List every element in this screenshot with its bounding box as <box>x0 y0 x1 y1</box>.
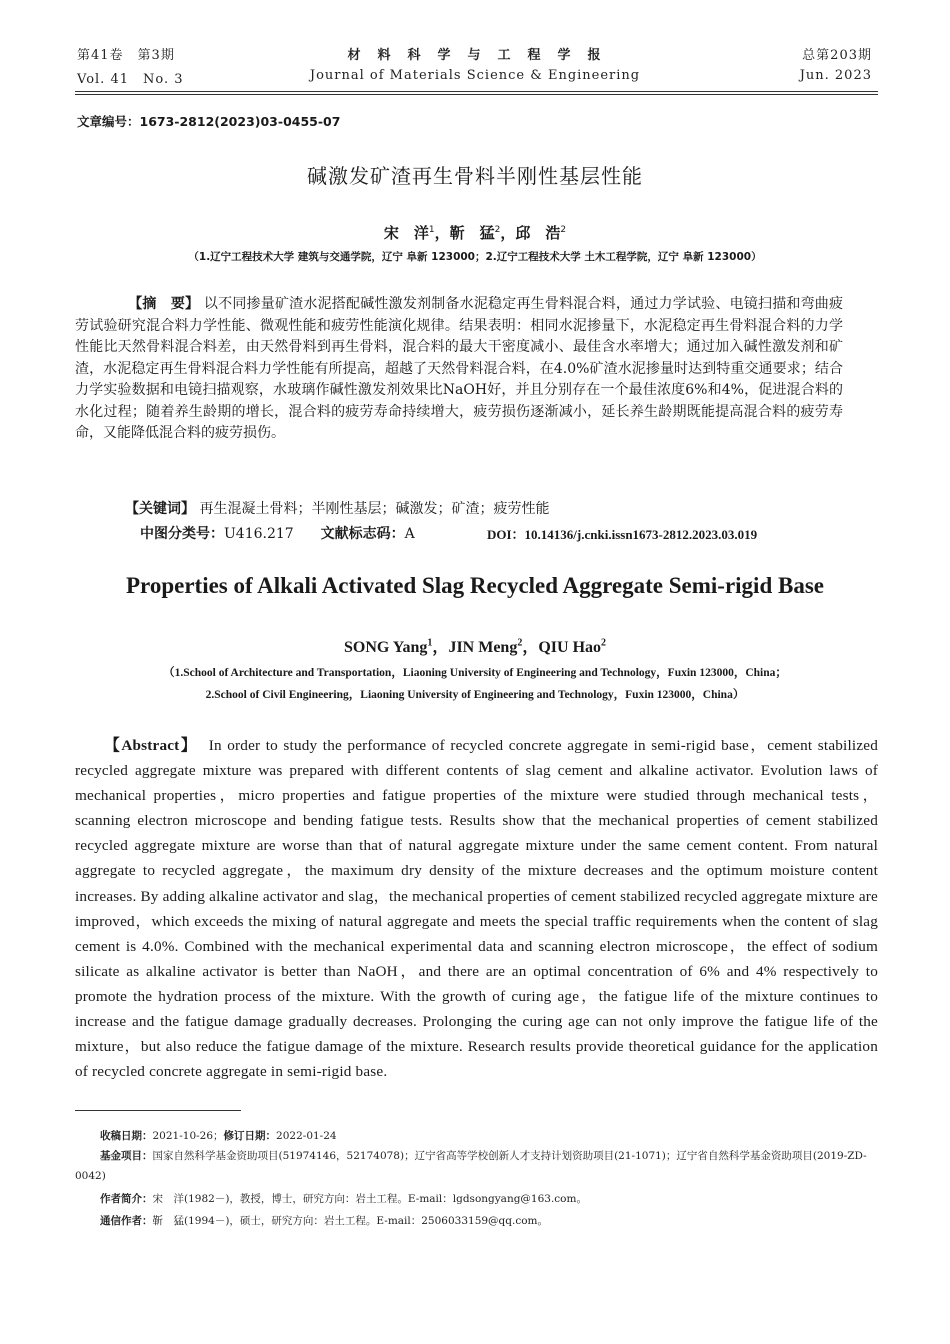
author-3-en: QIU Hao <box>538 639 602 656</box>
abstract-cn-label: 【摘 要】 <box>128 296 200 312</box>
author-1-en: SONG Yang <box>343 639 428 656</box>
fund-value: 国家自然科学基金资助项目(51974146，52174078)；辽宁省高等学校创新人才支持计划资助项目(21-1071)；辽宁省自然科学基金资助项目(2019-ZD-0042) <box>75 1150 867 1182</box>
footnote-corresponding <box>100 1211 878 1231</box>
authors-en <box>0 634 950 657</box>
revised-value: 2022-01-24 <box>276 1130 337 1142</box>
author-3-cn: 邱 浩 <box>515 224 561 242</box>
fund-label: 基金项目： <box>100 1150 153 1162</box>
author-separator: ， <box>434 224 450 242</box>
author-2-affil-mark: 2 <box>517 637 523 649</box>
header-volume-issue-en: Vol. 41 No. 3 <box>77 72 184 87</box>
received-label: 收稿日期： <box>100 1130 153 1142</box>
author-1-affil-mark: 1 <box>427 637 433 649</box>
footnote-fund <box>75 1146 878 1186</box>
keywords-cn-label: 【关键词】 <box>125 501 195 517</box>
author-3-affil-mark: 2 <box>601 637 607 649</box>
header-total-issue: 总第203期 <box>802 48 872 63</box>
article-number: 文章编号：1673-2812(2023)03-0455-07 <box>77 114 341 129</box>
footnote-bio <box>100 1189 878 1209</box>
corresponding-value: 靳 猛(1994－)，硕士，研究方向：岩土工程。E-mail：2506033159@qq.com。 <box>152 1215 548 1227</box>
title-en: Properties of Alkali Activated Slag Recycled Aggregate Semi-rigid Base <box>126 573 824 598</box>
keywords-cn-text: 再生混凝土骨料；半刚性基层；碱激发；矿渣；疲劳性能 <box>199 501 550 517</box>
abstract-en-label: 【Abstract】 <box>103 737 198 754</box>
author-separator: ， <box>522 639 539 656</box>
header-volume-issue-cn: 第41卷 第3期 <box>77 48 175 63</box>
corresponding-label: 通信作者： <box>100 1215 153 1227</box>
keywords-cn <box>125 498 549 518</box>
author-3-affil-mark: 2 <box>560 225 567 235</box>
received-value: 2021-10-26； <box>152 1130 224 1142</box>
authors-cn <box>0 222 950 243</box>
author-2-en: JIN Meng <box>448 639 518 656</box>
footnote-dates <box>100 1126 878 1146</box>
abstract-cn <box>75 294 843 445</box>
author-2-affil-mark: 2 <box>494 225 501 235</box>
doc-code-value: A <box>404 526 415 542</box>
author-separator: ， <box>432 639 449 656</box>
bio-label: 作者简介： <box>100 1193 153 1205</box>
clc-value: U416.217 <box>224 526 294 542</box>
header-journal-en: Journal of Materials Science & Engineering <box>309 68 641 83</box>
author-1-cn: 宋 洋 <box>383 224 429 242</box>
abstract-cn-text: 以不同掺量矿渣水泥搭配碱性激发剂制备水泥稳定再生骨料混合料，通过力学试验、电镜扫描和弯曲疲劳试验研究混合料力学性能、微观性能和疲劳性能演化规律。结果表明：相同水泥掺量下，水泥稳定再生骨料混合料的力学性能比天然骨料混合料差，由天然骨料到再生骨料，混合料的最大干密度减小、最佳含水率增大；通过加入碱性激发剂和矿渣，水泥稳定再生骨料混合料力学性能有所提高，超越了天然骨料混合料，在4.0%矿渣水泥掺量时达到特重交通要求；结合力学实验数据和电镜扫描观察，水玻璃作碱性激发剂效果比NaOH好，并且分别存在一个最佳浓度6%和4%，促进混合料的水化过程；随着养生龄期的增长，混合料的疲劳寿命持续增大，疲劳损伤逐渐减小，延长养生龄期既能提高混合料的疲劳寿命，又能降低混合料的疲劳损伤。 <box>75 296 844 441</box>
title-cn: 碱激发矿渣再生骨料半刚性基层性能 <box>307 164 643 188</box>
doc-code-label: 文献标志码： <box>320 526 405 542</box>
footnote-rule <box>75 1110 241 1111</box>
author-2-cn: 靳 猛 <box>449 224 495 242</box>
abstract-en <box>75 733 878 1084</box>
author-1-affil-mark: 1 <box>428 225 435 235</box>
abstract-en-text: In order to study the performance of recycled concrete aggregate in semi-rigid base，cement stabilized recycled aggregate mixture was prepared with different contents of slag cement and alkaline activator. Evolution laws of mechanical properties，micro properties and fatigue properties of the mixture were studied through mechanical tests，scanning electron microscope and bending fatigue tests. Results show that the mechanical properties of cement stabilized recycled aggregate mixture are worse than that of natural aggregate mixture under the same cement content. From natural aggregate to recycled aggregate，the maximum dry density of the mixture decreases and the optimum moisture content increases. By adding alkaline activator and slag，the mechanical properties of cement stabilized recycled aggregate mixture are improved，which exceeds the mixing of natural aggregate and meets the special traffic requirements when the content of slag cement is 4.0%. Combined with the mechanical experimental data and scanning electron microscope，the effect of sodium silicate as alkaline activator is better than NaOH，and there are an optimal concentration of 6% and 4% respectively to promote the hydration process of the mixture. With the growth of curing age，the fatigue life of the mixture continues to increase and the fatigue damage gradually decreases. Prolonging the curing age can not only improve the fatigue life of the mixture，but also reduce the fatigue damage of the mixture. Research results provide theoretical guidance for the application of recycled concrete aggregate in semi-rigid base. <box>75 737 878 1081</box>
clc-label: 中图分类号： <box>140 526 224 542</box>
header-rule-bottom <box>75 94 878 95</box>
affiliation-en-line-2: 2.School of Civil Engineering，Liaoning University of Engineering and Technology，Fuxin 123000，China） <box>205 689 745 701</box>
doi[interactable]: DOI：10.14136/j.cnki.issn1673-2812.2023.03.019 <box>487 527 758 542</box>
classification-line <box>140 523 415 543</box>
affiliations-cn: （1.辽宁工程技术大学 建筑与交通学院，辽宁 阜新 123000；2.辽宁工程技术大学 土木工程学院，辽宁 阜新 123000） <box>188 251 762 263</box>
header-date: Jun. 2023 <box>799 68 872 83</box>
author-separator: ， <box>500 224 516 242</box>
affiliation-en-line-1: （1.School of Architecture and Transportation，Liaoning University of Engineering and Technology，Fuxin 123000，China； <box>163 667 787 679</box>
header-journal-cn: 材 料 科 学 与 工 程 学 报 <box>347 48 603 63</box>
revised-label: 修订日期： <box>223 1130 277 1142</box>
header-rule-top <box>75 91 878 92</box>
bio-value: 宋 洋(1982－)，教授，博士，研究方向：岩土工程。E-mail：lgdsongyang@163.com。 <box>152 1193 587 1205</box>
